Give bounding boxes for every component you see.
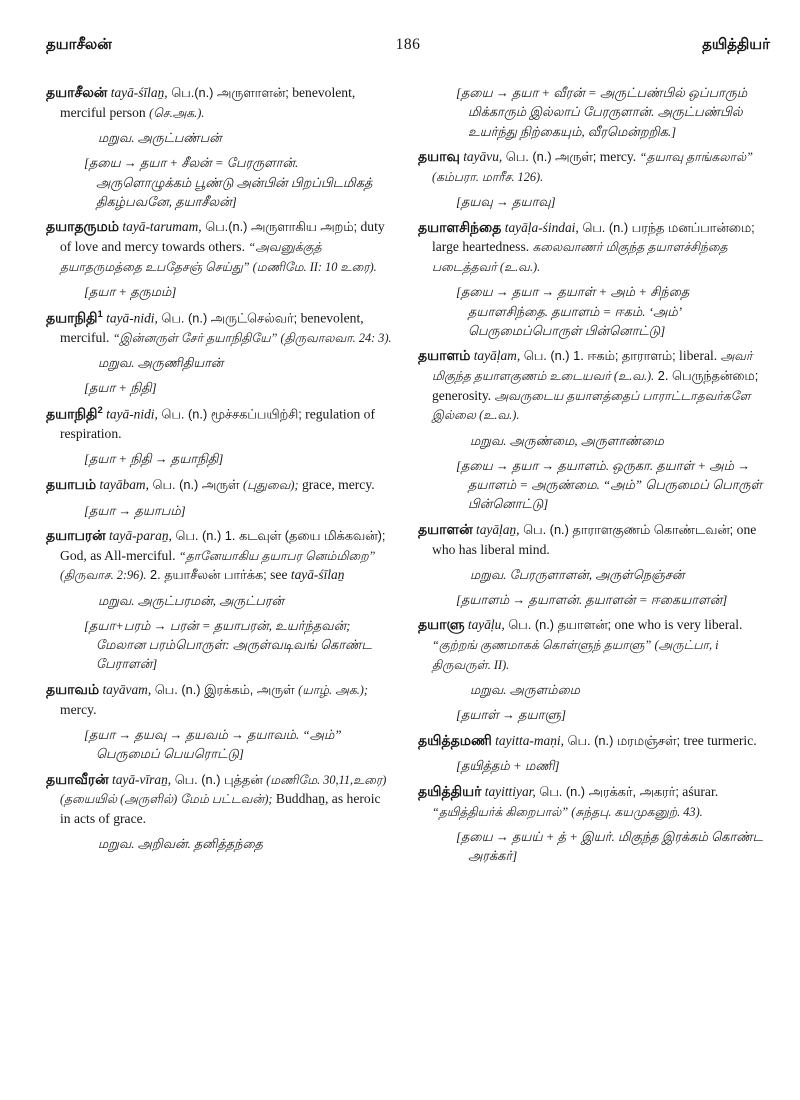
transliteration: tayā-paraṉ, (105, 527, 172, 543)
etymology: [தயை → தயய் + த் + இயர். மிகுந்த இரக்கம் கொண்ட அரக்கர்] (456, 830, 763, 864)
variant-note: மறுவ. பேரருளாளன், அருள்நெஞ்சன் (470, 567, 685, 582)
entry-headword: தயாளு (418, 616, 465, 633)
dictionary-entry (418, 83, 770, 141)
entry-headword: தயித்தமணி (418, 731, 492, 748)
tamil-gloss: பெ. (n.) 1. கடவுள் (தயை மிக்கவன்); (171, 527, 386, 543)
tamil-gloss: 2. தயாசீலன் பார்க்க; (146, 567, 267, 583)
entry-headword: தயாதருமம் (46, 218, 120, 235)
dictionary-entry (46, 308, 392, 398)
entry-etym-paragraph (84, 282, 392, 301)
dictionary-entry (418, 782, 770, 866)
entry-main-paragraph (418, 520, 770, 559)
dictionary-entry (46, 475, 392, 520)
entry-main-paragraph (418, 218, 770, 277)
dictionary-entry (418, 346, 770, 513)
transliteration: tayābam, (96, 476, 149, 492)
etymology: [தயித்தம் + மணி] (456, 759, 560, 774)
entry-main-paragraph (46, 680, 392, 719)
english-gloss: benevolent, merciful person (60, 85, 356, 120)
citation-quote: அவருடைய தயாளத்தைப் பாராட்டாதவர்களே இல்லை (உ.வ.). (432, 388, 751, 423)
etymology: [தயை → தயா → தயாளம். ஒருகா. தயாள் + அம் → தயாளம் = அருண்மை. “அம்” பெருமைப் பொருள் பின்னொட்டு] (456, 458, 763, 512)
english-gloss: see (266, 567, 291, 583)
entry-etym-paragraph (84, 449, 392, 468)
english-gloss: mercy. (596, 148, 640, 164)
entry-main-paragraph (418, 731, 770, 751)
headword-superscript: 2 (97, 404, 103, 416)
citation-quote: “தயாவு தாங்கலால்” (கம்பரா. மாரீச. 126). (432, 149, 754, 184)
citation-quote: “குற்றங் குணமாகக் கொள்ளுந் தயாளு” (அருட்பா, i திருவருள். II). (432, 638, 719, 672)
etymology: [தயவு → தயாவு] (456, 195, 556, 210)
entry-etym-paragraph (456, 756, 770, 775)
entry-etym-paragraph (456, 456, 770, 514)
english-gloss: God, as All-merciful. (60, 547, 179, 563)
left-column (46, 83, 392, 872)
citation-quote: அவர் மிகுந்த தயாளகுணம் உடையவர் (உ.வ.). (432, 349, 753, 384)
entry-main-paragraph (418, 615, 770, 674)
entry-headword: தயாசீலன் (46, 84, 108, 100)
entry-headword: தயாவீரன் (46, 770, 109, 787)
tamil-gloss: பெ. (n.) 1. ஈகம்; தாராளம்; (520, 348, 676, 364)
citation-quote: “தானேயாகிய தயாபர னெம்மிறை” (திருவாச. 2:96). (60, 548, 376, 583)
entry-headword: தயாபரன் (46, 526, 106, 543)
entry-main-paragraph (46, 308, 392, 348)
right-column (418, 83, 770, 872)
transliteration: tayāḷam, (470, 348, 521, 364)
entry-etym-paragraph (456, 282, 770, 340)
citation-quote: கலைவாணர் மிகுந்த தயாளச்சிந்தை படைத்தவர் (உ.வ.). (432, 240, 728, 274)
dictionary-entry (46, 770, 392, 854)
etymology: [தயா + நிதி → தயாநிதி] (84, 452, 224, 467)
english-gloss: generosity. (432, 387, 495, 403)
tamil-gloss: பெ. (n.) அருள்; (502, 148, 597, 164)
etymology: [தயா + நிதி] (84, 381, 157, 396)
tamil-gloss: பெ. (n.) தயாளன்; (504, 617, 612, 633)
entry-sub-paragraph (98, 834, 392, 853)
transliteration: tayāvam, (99, 681, 152, 697)
entry-etym-paragraph (456, 192, 770, 211)
transliteration: tayāḷu, (464, 617, 505, 633)
entry-headword: தயாளன் (418, 520, 473, 537)
transliteration: tayā-śīlaṉ (290, 567, 345, 583)
entry-etym-paragraph (84, 616, 392, 674)
transliteration: tayitta-maṇi, (491, 732, 564, 748)
entry-etym-paragraph (84, 501, 392, 520)
entry-headword: தயாளம் (418, 347, 471, 364)
entry-etym-paragraph (456, 705, 770, 724)
header-guideword-left: தயாசீலன் (46, 36, 112, 53)
entry-headword: தயாநிதி (46, 405, 98, 422)
tamil-gloss: பெ. (n.) அருள் (148, 476, 244, 492)
entry-main-paragraph (46, 770, 392, 829)
dictionary-entry (46, 526, 392, 674)
citation-quote: “தயித்தியர்க் கிறைபால்” (சுந்தபு. கயமுகனுற். 43). (432, 804, 703, 819)
header-guideword-right: தயித்தியர் (702, 36, 770, 53)
entry-headword: தயித்தியர் (418, 782, 482, 799)
english-gloss: duty of love and mercy towards others. (60, 219, 385, 255)
etymology: [தயா+பரம் → பரன் = தயாபரன், உயர்ந்தவன்; மேலான பரம்பொருள்: அருள்வடிவங் கொண்ட பேராளன்] (84, 618, 372, 672)
citation-quote: (புதுவை); (243, 477, 299, 492)
entry-headword: தயாவு (418, 147, 460, 164)
page-number: 186 (395, 36, 421, 53)
tamil-gloss: 2. பெருந்தன்மை; (654, 368, 759, 384)
transliteration: tayā-nidi, (102, 309, 158, 325)
tamil-gloss: பெ. (n.) மூச்சகப்பயிற்சி; (157, 406, 302, 422)
tamil-gloss: பெ. (n.) மரமஞ்சள்; (563, 732, 681, 748)
entry-main-paragraph (418, 346, 770, 424)
etymology: [தயாளம் → தயாளன். தயாளன் = ஈகையாளன்] (456, 592, 728, 607)
etymology: [தயா → தயாபம்] (84, 503, 186, 518)
tamil-gloss: பெ.(n.) அருளாளன்; (167, 85, 289, 100)
two-column-body (46, 83, 770, 872)
entry-headword: தயாநிதி (46, 308, 98, 325)
entry-etym-paragraph (84, 153, 392, 211)
citation-quote: (செ.அக.). (149, 105, 205, 120)
entry-etym-paragraph (456, 827, 770, 866)
headword-superscript: 1 (97, 308, 103, 320)
english-gloss: grace, mercy. (298, 476, 375, 492)
entry-headword: தயாளசிந்தை (418, 218, 502, 235)
english-gloss: one who has liberal mind. (432, 521, 757, 557)
variant-note: மறுவ. அருண்மை, அருளாண்மை (470, 433, 664, 448)
citation-quote: “இன்னருள் சேர் தயாநிதியே” (திருவாலவா. 24: 3). (112, 330, 392, 345)
entry-headword: தயாவம் (46, 680, 100, 697)
english-gloss: large heartedness. (432, 239, 533, 255)
transliteration: tayittiyar, (481, 783, 536, 799)
dictionary-entry (418, 731, 770, 776)
tamil-gloss: பெ. (n.) அருட்செல்வர்; (157, 309, 298, 325)
tamil-gloss: பெ. (n.) அரக்கர், அகரர்; (535, 783, 679, 799)
entry-etym-paragraph (84, 725, 392, 764)
entry-sub-paragraph (98, 591, 392, 610)
english-gloss: one who is very liberal. (611, 617, 743, 633)
dictionary-entry (46, 404, 392, 469)
transliteration: tayā-vīraṉ, (108, 771, 172, 787)
dictionary-entry (46, 83, 392, 211)
page-header (46, 36, 770, 55)
variant-note: மறுவ. அருணிதியான் (98, 356, 224, 371)
citation-quote: (மணிமே. 30,11,உரை) (தயையில் (அருளில்) மேம் பட்டவன்); (60, 772, 387, 807)
english-gloss: liberal. (675, 348, 721, 364)
etymology: [தயாள் → தயாளு] (456, 708, 566, 723)
entry-sub-paragraph (98, 353, 392, 372)
variant-note: மறுவ. அறிவன். தனித்தந்தை (98, 837, 263, 852)
transliteration: tayā-śīlaṉ, (107, 85, 168, 100)
english-gloss: regulation of respiration. (60, 406, 375, 442)
transliteration: tayāḷaṉ, (472, 521, 520, 537)
dictionary-entry (418, 218, 770, 341)
entry-headword: தயாபம் (46, 475, 97, 492)
entry-main-paragraph (46, 475, 392, 495)
transliteration: tayāvu, (459, 148, 503, 164)
entry-sub-paragraph (470, 431, 770, 450)
tamil-gloss: பெ. (n.) பரந்த மனப்பான்மை; (578, 219, 755, 235)
variant-note: மறுவ. அருட்பண்பன் (98, 131, 222, 146)
etymology: [தயை → தயா → தயாள் + அம் + சிந்தை தயாளசிந்தை. தயாளம் = ஈகம். ‘அம்’ பெருமைப்பொருள் பின்னொட்டு] (456, 285, 690, 338)
entry-main-paragraph (46, 526, 392, 585)
entry-main-paragraph (46, 404, 392, 444)
dictionary-entry (418, 147, 770, 212)
entry-sub-paragraph (470, 680, 770, 699)
entry-main-paragraph (418, 782, 770, 821)
transliteration: tayāḷa-śindai, (501, 219, 579, 235)
entry-sub-paragraph (98, 128, 392, 147)
tamil-gloss: பெ.(n.) அருளாகிய அறம்; (201, 219, 358, 235)
english-gloss: tree turmeric. (680, 732, 757, 748)
dictionary-entry (46, 680, 392, 764)
english-gloss: benevolent, merciful. (60, 309, 364, 345)
etymology: [தயை → தயா + சீலன் = பேரருளான். அருளொழுக்கம் பூண்டு அன்பின் பிறப்பிடமிகத் திகழ்பவனே, தயாசீலன்] (84, 156, 373, 210)
dictionary-entry (418, 615, 770, 724)
english-gloss: mercy. (60, 701, 97, 717)
entry-etym-paragraph (456, 590, 770, 609)
english-gloss: aśurar. (678, 783, 719, 799)
transliteration: tayā-tarumam, (119, 219, 202, 235)
dictionary-entry (418, 520, 770, 610)
citation-quote: (யாழ். அக.); (298, 682, 368, 697)
etymology: [தயா → தயவு → தயவம் → தயாவம். “அம்” பெருமைப் பெயரொட்டு] (84, 727, 342, 762)
tamil-gloss: பெ. (n.) தாராளகுணம் கொண்டவன்; (519, 521, 734, 537)
entry-main-paragraph (418, 147, 770, 186)
entry-sub-paragraph (470, 565, 770, 584)
tamil-gloss: பெ. (n.) இரக்கம், அருள் (151, 681, 299, 697)
transliteration: tayā-nidi, (102, 406, 158, 422)
entry-main-paragraph (46, 83, 392, 122)
tamil-gloss: பெ. (n.) புத்தன் (171, 771, 267, 787)
variant-note: மறுவ. அருட்பரமன், அருட்பரன் (98, 593, 284, 608)
dictionary-entry (46, 217, 392, 301)
etymology: [தயை → தயா + வீரன் = அருட்பண்பில் ஒப்பாரும் மிக்காரும் இல்லாப் பேரருளான். அருட்பண்பில் உயர்ந்து நிற்கையும், வீரமென்றறிக.] (456, 86, 748, 139)
entry-main-paragraph (46, 217, 392, 276)
english-gloss: Buddhaṉ, as heroic in acts of grace. (60, 791, 381, 826)
entry-etym-paragraph (456, 83, 770, 141)
variant-note: மறுவ. அருளம்மை (470, 683, 580, 698)
entry-etym-paragraph (84, 378, 392, 397)
etymology: [தயா + தருமம்] (84, 285, 177, 300)
citation-quote: “அவனுக்குத் தயாதருமத்தை உபதேசஞ் செய்து” (மணிமே. II: 10 உரை). (60, 240, 377, 274)
